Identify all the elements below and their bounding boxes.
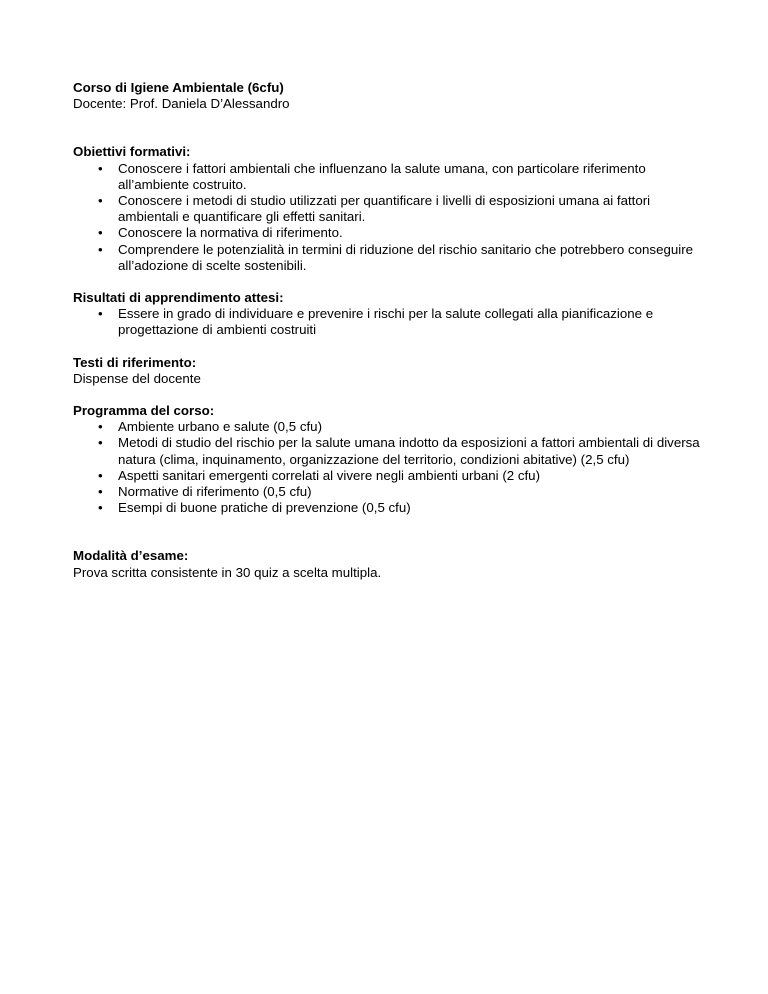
program-item [73, 419, 713, 435]
program-item-text: Normative di riferimento (0,5 cfu) [118, 484, 312, 500]
bullet-icon: • [98, 160, 103, 176]
bullet-icon: • [98, 306, 103, 322]
bullet-icon: • [98, 484, 103, 500]
results-list [73, 306, 713, 338]
document-page [73, 80, 713, 581]
bullet-icon: • [98, 467, 103, 483]
bullet-icon: • [98, 419, 103, 435]
bullet-icon: • [98, 500, 103, 516]
results-heading: Risultati di apprendimento attesi: [73, 290, 284, 306]
objectives-item-text: Conoscere i fattori ambientali che influenzano la salute umana, con particolare riferimento all’ambiente costruito. [118, 160, 646, 192]
course-title: Corso di Igiene Ambientale (6cfu) [73, 80, 284, 95]
bullet-icon: • [98, 225, 103, 241]
bullet-icon: • [98, 193, 103, 209]
program-item [73, 468, 713, 484]
bullet-icon: • [98, 435, 103, 451]
program-item [73, 500, 713, 516]
objectives-item [73, 161, 713, 193]
program-item [73, 484, 713, 500]
objectives-list [73, 161, 713, 274]
texts-body: Dispense del docente [73, 370, 201, 386]
program-item-text: Aspetti sanitari emergenti correlati al vivere negli ambienti urbani (2 cfu) [118, 467, 541, 483]
objectives-heading: Obiettivi formativi: [73, 144, 191, 160]
exam-body: Prova scritta consistente in 30 quiz a scelta multipla. [73, 564, 382, 580]
objectives-item [73, 225, 713, 241]
objectives-item [73, 193, 713, 225]
objectives-item [73, 242, 713, 274]
program-item-text: Metodi di studio del rischio per la salute umana indotto da esposizioni a fattori ambientali di diversa natura (clima, inquinamento, organizzazione del territorio, condizioni abitative) (2,5 cfu) [118, 435, 700, 467]
texts-heading: Testi di riferimento: [73, 354, 197, 370]
results-item-text: Essere in grado di individuare e prevenire i rischi per la salute collegati alla pianificazione e progettazione di ambienti costruiti [118, 306, 654, 338]
course-teacher: Docente: Prof. Daniela D’Alessandro [73, 96, 290, 112]
program-item-text: Ambiente urbano e salute (0,5 cfu) [118, 419, 323, 435]
program-heading: Programma del corso: [73, 403, 215, 419]
objectives-item-text: Conoscere la normativa di riferimento. [118, 225, 343, 241]
objectives-item-text: Comprendere le potenzialità in termini di riduzione del rischio sanitario che potrebbero conseguire all’adozione di scelte sostenibili. [118, 241, 694, 273]
exam-heading: Modalità d’esame: [73, 548, 189, 564]
program-item [73, 435, 713, 467]
results-item [73, 306, 713, 338]
objectives-item-text: Conoscere i metodi di studio utilizzati per quantificare i livelli di esposizioni umana ai fattori ambientali e quantificare gli effetti sanitari. [118, 193, 651, 225]
bullet-icon: • [98, 241, 103, 257]
program-item-text: Esempi di buone pratiche di prevenzione (0,5 cfu) [118, 500, 411, 516]
program-list [73, 419, 713, 516]
